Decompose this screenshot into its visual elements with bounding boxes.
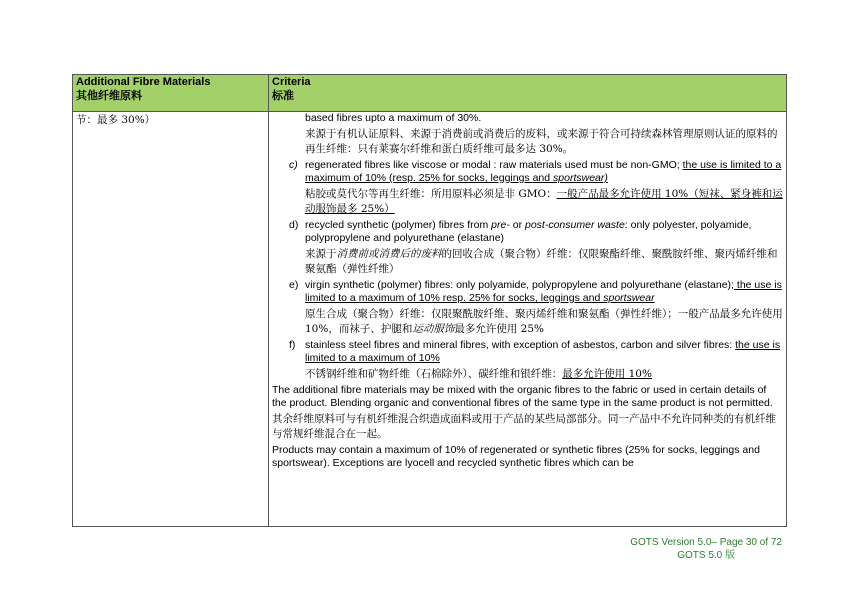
header-left-cell bbox=[73, 75, 269, 112]
item-e-en bbox=[305, 279, 783, 305]
item-e-zh-text: 原生合成（聚合物）纤维：仅限聚酰胺纤维、聚丙烯纤维和聚氨酯（弹性纤维）；一般产品最多允许使用 10%，而袜子、护腿和 bbox=[305, 308, 783, 335]
item-e-zh-text-2: 最多允许使用 25% bbox=[454, 323, 545, 335]
item-d-en-text: recycled synthetic (polymer) fibres from bbox=[305, 219, 492, 231]
paragraph-1-zh: 其余纤维原料可与有机纤维混合织造成面料或用于产品的某些局部部分。同一产品中不允许同种类的有机纤维与常规纤维混合在一起。 bbox=[272, 413, 776, 440]
item-c-en-text: regenerated fibres like viscose or modal : raw materials used must be non-GMO; bbox=[305, 159, 683, 171]
item-e-en-underlined: the use is limited to a maximum of 10% resp. 25% for socks, leggings and bbox=[305, 279, 782, 304]
left-body-cell bbox=[73, 112, 269, 527]
item-d-zh-text: 来源于 bbox=[305, 248, 337, 260]
item-d-en-italic-1: pre- bbox=[491, 219, 510, 231]
left-cell-text: 节：最多 30%） bbox=[76, 114, 156, 126]
item-c-zh-text: 粘胶或莫代尔等再生纤维：所用原料必须是非 GMO： bbox=[305, 188, 557, 200]
item-e-zh-italic: 运动服饰 bbox=[412, 323, 455, 335]
list-item-c bbox=[272, 159, 783, 217]
item-c-zh bbox=[305, 187, 783, 217]
item-f-zh-text: 不锈钢纤维和矿物纤维（石棉除外）、碳纤维和银纤维： bbox=[305, 368, 563, 380]
item-c-zh-underlined: 一般产品最多允许使用 10%（短袜、紧身裤和运动服饰最多 25%） bbox=[305, 188, 783, 215]
table-body-row bbox=[73, 112, 787, 527]
item-d-zh bbox=[305, 247, 783, 277]
header-left-zh: 其他纤维原料 bbox=[76, 89, 142, 102]
list-item-f bbox=[272, 339, 783, 382]
table-header-row bbox=[73, 75, 787, 112]
item-marker: c) bbox=[289, 159, 298, 171]
item-marker: d) bbox=[289, 219, 299, 231]
paragraph-1-en: The additional fibre materials may be mixed with the organic fibres to the fabric or used in certain details of the product. Blending organic and conventional fibres of the same type in the same product is not permitted. bbox=[272, 384, 773, 409]
item-d-en bbox=[305, 219, 783, 245]
list-item-d bbox=[272, 219, 783, 277]
item-f-en-text: stainless steel fibres and mineral fibres, with exception of asbestos, carbon and silver fibres: bbox=[305, 339, 736, 351]
item-d-en-italic-2: post-consumer waste bbox=[525, 219, 625, 231]
item-e-zh bbox=[305, 307, 783, 337]
item-c-en bbox=[305, 159, 783, 185]
footer-version-zh: GOTS 5.0 版 bbox=[677, 550, 736, 561]
criteria-cell bbox=[269, 112, 787, 527]
item-d-zh-italic: 消费前或消费后的废料 bbox=[336, 248, 442, 260]
item-c-en-underlined: the use is limited to a maximum of 10% (resp. 25% for socks, leggings and bbox=[305, 159, 782, 184]
header-right-en: Criteria bbox=[272, 76, 311, 88]
item-f-zh-underlined: 最多允许使用 10% bbox=[562, 368, 652, 380]
page-footer bbox=[630, 536, 782, 562]
intro-en: based fibres upto a maximum of 30%. bbox=[305, 112, 482, 124]
header-left-en: Additional Fibre Materials bbox=[76, 76, 211, 88]
item-f-en-underlined: the use is limited to a maximum of 10% bbox=[305, 339, 781, 364]
criteria-table bbox=[72, 74, 787, 527]
item-marker: e) bbox=[289, 279, 299, 291]
list-item-e bbox=[272, 279, 783, 337]
item-f-zh bbox=[305, 367, 783, 382]
item-e-en-text: virgin synthetic (polymer) fibres: only polyamide, polypropylene and polyurethane (elastane); bbox=[305, 279, 734, 291]
item-e-en-underlined-italic: sportswear bbox=[603, 292, 655, 304]
item-c-en-underlined-italic: sportswear) bbox=[553, 172, 608, 184]
item-f-en bbox=[305, 339, 783, 365]
header-right-cell bbox=[269, 75, 787, 112]
item-d-zh-text-2: 的回收合成（聚合物）纤维：仅限聚酯纤维、聚酰胺纤维、聚丙烯纤维和聚氨酯（弹性纤维） bbox=[305, 248, 778, 275]
paragraph-2-en: Products may contain a maximum of 10% of regenerated or synthetic fibres (25% for socks, leggings and sportswear). Exceptions are lyocell and recycled synthetic fibres which can be bbox=[272, 444, 760, 469]
footer-version-line: GOTS Version 5.0– Page 30 of 72 bbox=[630, 537, 782, 548]
intro-zh: 来源于有机认证原料、来源于消费前或消费后的废料，或来源于符合可持续森林管理原则认证的原料的再生纤维：只有莱赛尔纤维和蛋白质纤维可最多达 30%。 bbox=[305, 128, 778, 155]
header-right-zh: 标准 bbox=[272, 89, 294, 102]
item-marker: f) bbox=[289, 339, 296, 351]
item-d-en-text-3: : only polyester, polyamide, polypropylene and polyurethane (elastane) bbox=[305, 219, 752, 244]
item-d-en-text-2: or bbox=[509, 219, 525, 231]
